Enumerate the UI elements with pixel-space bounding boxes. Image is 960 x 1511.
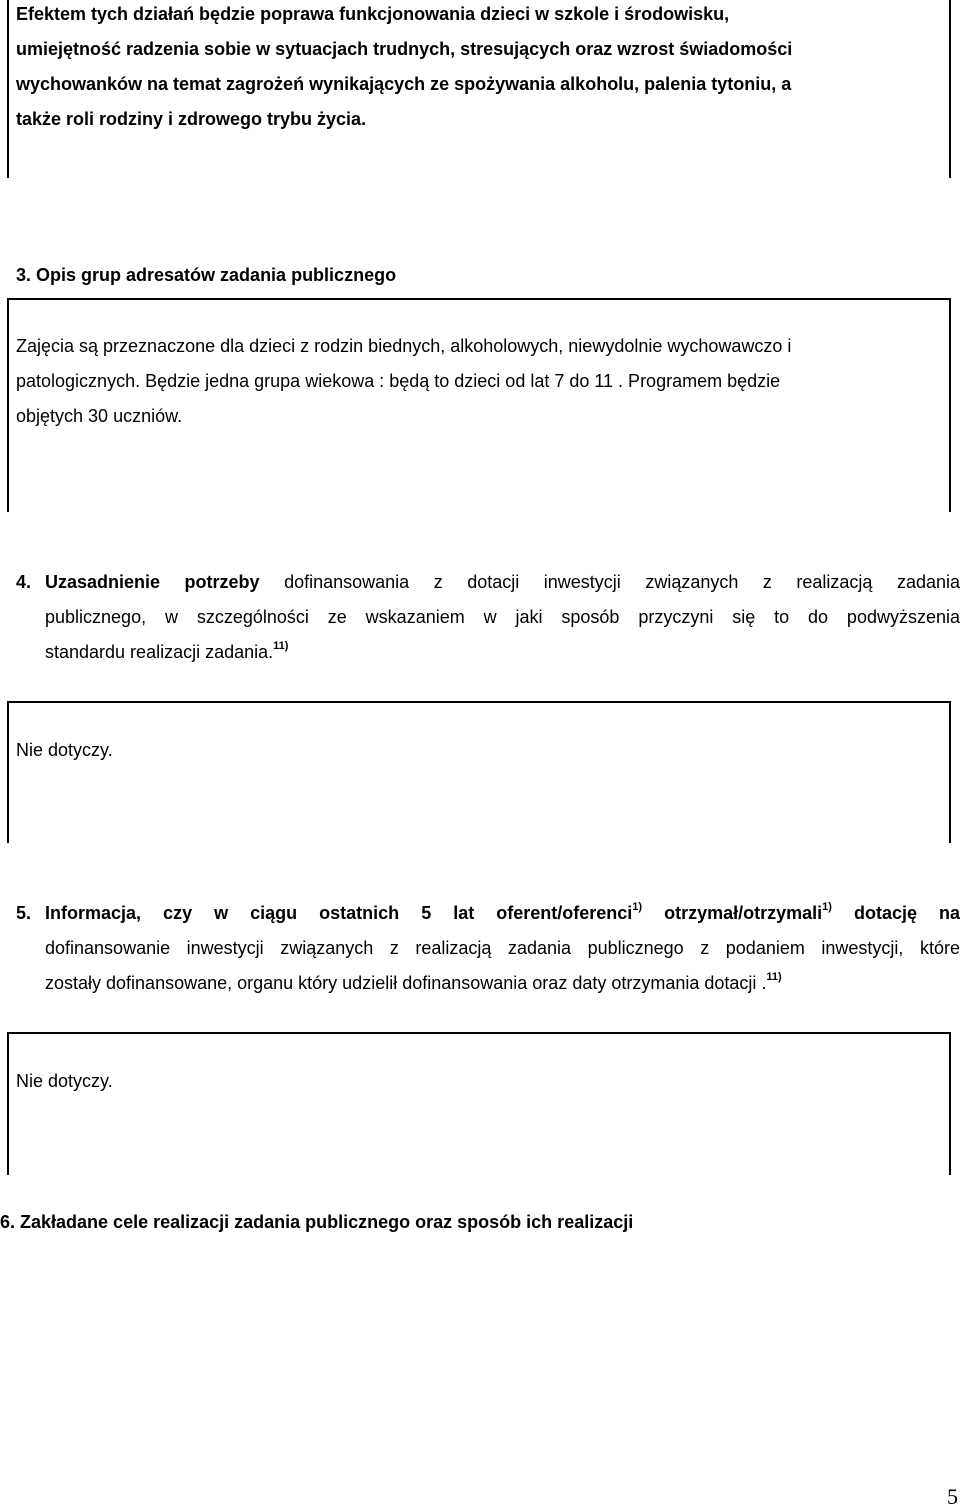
section4-heading — [16, 565, 960, 600]
section4-footnote: 11) — [273, 640, 289, 652]
section6-heading: 6. Zakładane cele realizacji zadania publicznego oraz sposób ich realizacji — [0, 1212, 634, 1232]
section3-line: objętych 30 uczniów. — [16, 406, 183, 426]
section3-line: patologicznych. Będzie jedna grupa wiekowa : będą to dzieci od lat 7 do 11 . Programem będzie — [16, 371, 781, 391]
section4-line3-text: standardu realizacji zadania. — [45, 642, 274, 662]
section2-line: wychowanków na temat zagrożeń wynikających ze spożywania alkoholu, palenia tytoniu, a — [16, 74, 792, 94]
section5-heading-part2: otrzymał/otrzymali — [642, 903, 823, 923]
section3-line: Zajęcia są przeznaczone dla dzieci z rodzin biednych, alkoholowych, niewydolnie wychowawczo i — [16, 336, 792, 356]
section5-heading-line3 — [45, 966, 782, 1001]
section4-heading-line3 — [45, 635, 288, 670]
section2-text — [16, 0, 941, 137]
section4-heading-rest: dofinansowania z dotacji inwestycji związanych z realizacją zadania — [259, 572, 960, 592]
section4-answer: Nie dotyczy. — [16, 740, 113, 760]
section3-text — [16, 329, 941, 434]
section3-heading: 3. Opis grup adresatów zadania publicznego — [16, 265, 397, 285]
section5-footnote: 11) — [766, 971, 782, 983]
section4-number: 4. — [16, 572, 32, 592]
page-number: 5 — [947, 1484, 958, 1509]
section5-footnote1: 1) — [632, 901, 643, 913]
section5-heading-part3: dotację na — [831, 903, 960, 923]
section4-heading-bold: Uzasadnienie potrzeby — [45, 572, 260, 592]
section5-line3-text: zostały dofinansowane, organu który udzielił dofinansowania oraz daty otrzymania dotacji . — [45, 973, 767, 993]
section5-number: 5. — [16, 903, 32, 923]
section4-box — [7, 701, 951, 843]
section5-answer: Nie dotyczy. — [16, 1071, 113, 1091]
section4-heading-line2: publicznego, w szczególności ze wskazaniem w jaki sposób przyczyni się to do podwyższenia — [45, 607, 960, 627]
section2-line: Efektem tych działań będzie poprawa funkcjonowania dzieci w szkole i środowisku, — [16, 4, 730, 24]
section5-box — [7, 1032, 951, 1175]
section2-line: umiejętność radzenia sobie w sytuacjach trudnych, stresujących oraz wzrost świadomości — [16, 39, 793, 59]
section5-footnote2: 1) — [822, 901, 832, 913]
section2-line: także roli rodziny i zdrowego trybu życia. — [16, 109, 367, 129]
section5-heading-line2: dofinansowanie inwestycji związanych z realizacją zadania publicznego z podaniem inwestycji, które — [45, 938, 960, 958]
section5-heading-part1: Informacja, czy w ciągu ostatnich 5 lat oferent/oferenci — [45, 903, 633, 923]
section5-heading — [16, 896, 960, 931]
